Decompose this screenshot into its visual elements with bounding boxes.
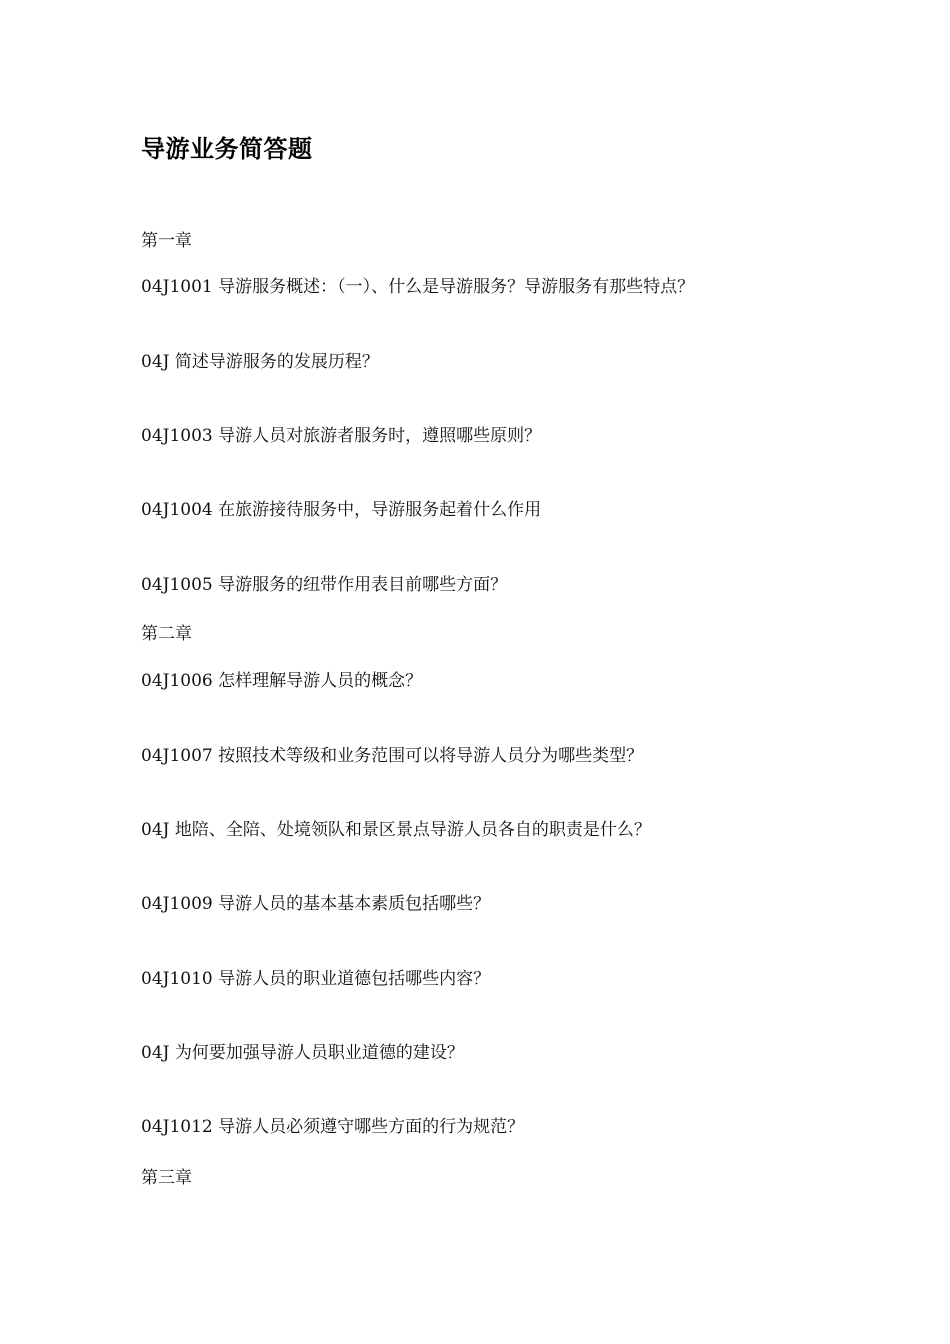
question-item: 04J1009 导游人员的基本基本素质包括哪些？ bbox=[141, 894, 491, 914]
document-title: 导游业务简答题 bbox=[141, 135, 313, 163]
question-item: 04J1003 导游人员对旅游者服务时，遵照哪些原则？ bbox=[141, 426, 542, 446]
question-item: 04J1001 导游服务概述：（一）、什么是导游服务？导游服务有那些特点？ bbox=[141, 277, 695, 297]
question-item: 04J 为何要加强导游人员职业道德的建设？ bbox=[141, 1043, 464, 1063]
question-item: 04J1012 导游人员必须遵守哪些方面的行为规范？ bbox=[141, 1117, 525, 1137]
question-item: 04J1010 导游人员的职业道德包括哪些内容？ bbox=[141, 969, 491, 989]
chapter-heading-3: 第三章 bbox=[141, 1168, 192, 1188]
question-item: 04J1005 导游服务的纽带作用表目前哪些方面？ bbox=[141, 575, 508, 595]
chapter-heading-2: 第二章 bbox=[141, 624, 192, 644]
question-item: 04J 简述导游服务的发展历程？ bbox=[141, 352, 379, 372]
question-item: 04J1007 按照技术等级和业务范围可以将导游人员分为哪些类型？ bbox=[141, 746, 644, 766]
chapter-heading-1: 第一章 bbox=[141, 231, 192, 251]
question-item: 04J1004 在旅游接待服务中，导游服务起着什么作用 bbox=[141, 500, 542, 520]
question-item: 04J 地陪、全陪、处境领队和景区景点导游人员各自的职责是什么？ bbox=[141, 820, 651, 840]
question-item: 04J1006 怎样理解导游人员的概念？ bbox=[141, 671, 423, 691]
